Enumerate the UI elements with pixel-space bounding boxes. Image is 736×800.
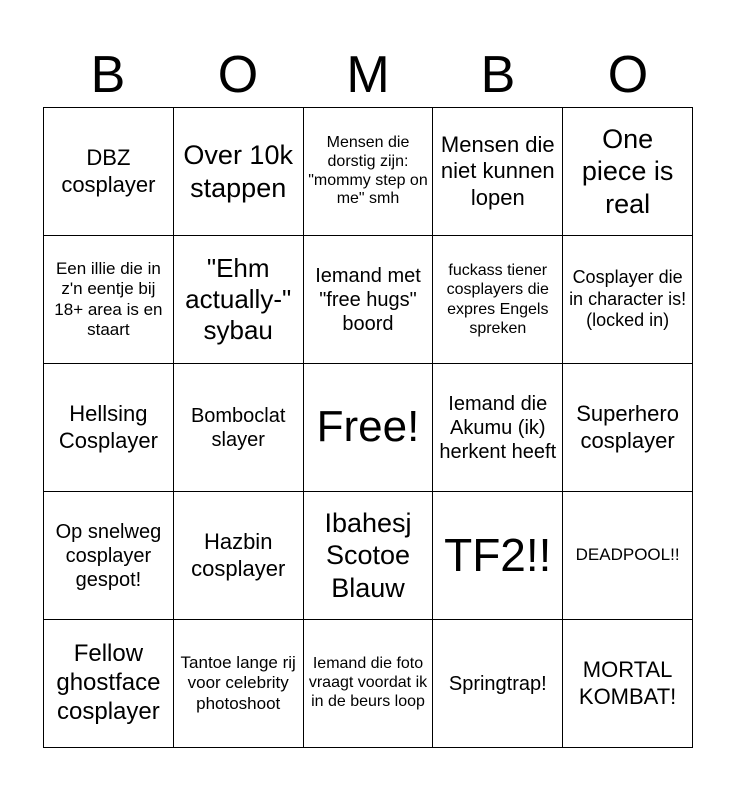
bingo-cell[interactable] [44,620,174,748]
cell-text: Springtrap! [448,672,547,695]
title-letter-b: B [90,46,126,104]
bingo-cell[interactable] [433,620,563,748]
cell-text: Op snelweg cosplayer gespot! [55,520,162,591]
free-space: Free! [316,402,420,452]
bingo-cell[interactable] [563,492,693,620]
grid-row [44,236,693,364]
cell-text: Superhero cosplayer [576,401,679,453]
title-letter-o: O [217,46,259,104]
title-letter-m: M [346,46,390,104]
cell-text: Mensen die dorstig zijn: "mommy step on me" smh [308,133,428,208]
bingo-cell[interactable] [303,236,433,364]
cell-text: MORTAL KOMBAT! [578,657,677,709]
bingo-cell[interactable] [563,364,693,492]
bingo-cell[interactable] [173,492,303,620]
bingo-cell[interactable] [173,236,303,364]
bingo-cell[interactable] [433,108,563,236]
grid-row [44,620,693,748]
cell-text: fuckass tiener cosplayers die expres Engels spreken [446,262,549,337]
bingo-cell[interactable] [563,620,693,748]
grid-row [44,364,693,492]
bingo-cell[interactable] [44,236,174,364]
cell-text: Een illie die in z'n eentje bij 18+ area is en staart [54,259,163,339]
cell-text: Cosplayer die in character is! (locked in) [569,267,687,331]
grid-row [44,108,693,236]
bingo-cell[interactable] [563,108,693,236]
cell-text: TF2!! [444,528,552,581]
grid-row [44,492,693,620]
bingo-cell[interactable] [433,492,563,620]
bingo-cell[interactable] [44,492,174,620]
cell-text: DBZ cosplayer [61,145,156,197]
cell-text: "Ehm actually-" sybau [185,252,292,346]
bingo-cell[interactable] [44,364,174,492]
bingo-cell[interactable] [303,620,433,748]
cell-text: Mensen die niet kunnen lopen [440,131,555,210]
bingo-title [43,42,693,108]
cell-text: Ibahesj Scotoe Blauw [324,507,412,603]
cell-text: Bomboclat slayer [190,404,286,451]
bingo-cell[interactable] [303,108,433,236]
cell-text: One piece is real [581,123,674,219]
bingo-cell[interactable] [173,620,303,748]
cell-text: DEADPOOL!! [575,545,680,565]
bingo-cell[interactable] [303,492,433,620]
cell-text: Hellsing Cosplayer [58,401,158,453]
bingo-cell[interactable] [303,364,433,492]
cell-text: Iemand die Akumu (ik) herkent heeft [439,392,557,463]
bingo-cell[interactable] [433,236,563,364]
bingo-cell[interactable] [433,364,563,492]
cell-text: Iemand met "free hugs" boord [315,264,421,335]
bingo-cell[interactable] [563,236,693,364]
bingo-cell[interactable] [173,364,303,492]
cell-text: Tantoe lange rij voor celebrity photoshoot [180,653,296,713]
bingo-cell[interactable] [173,108,303,236]
title-letter-b: B [480,46,516,104]
cell-text: Fellow ghostface cosplayer [56,640,161,725]
cell-text: Hazbin cosplayer [191,529,286,581]
cell-text: Iemand die foto vraagt voordat ik in de beurs loop [308,655,428,710]
bingo-grid [43,107,693,748]
bingo-cell[interactable] [44,108,174,236]
title-letter-o: O [607,46,649,104]
cell-text: Over 10k stappen [183,140,293,203]
